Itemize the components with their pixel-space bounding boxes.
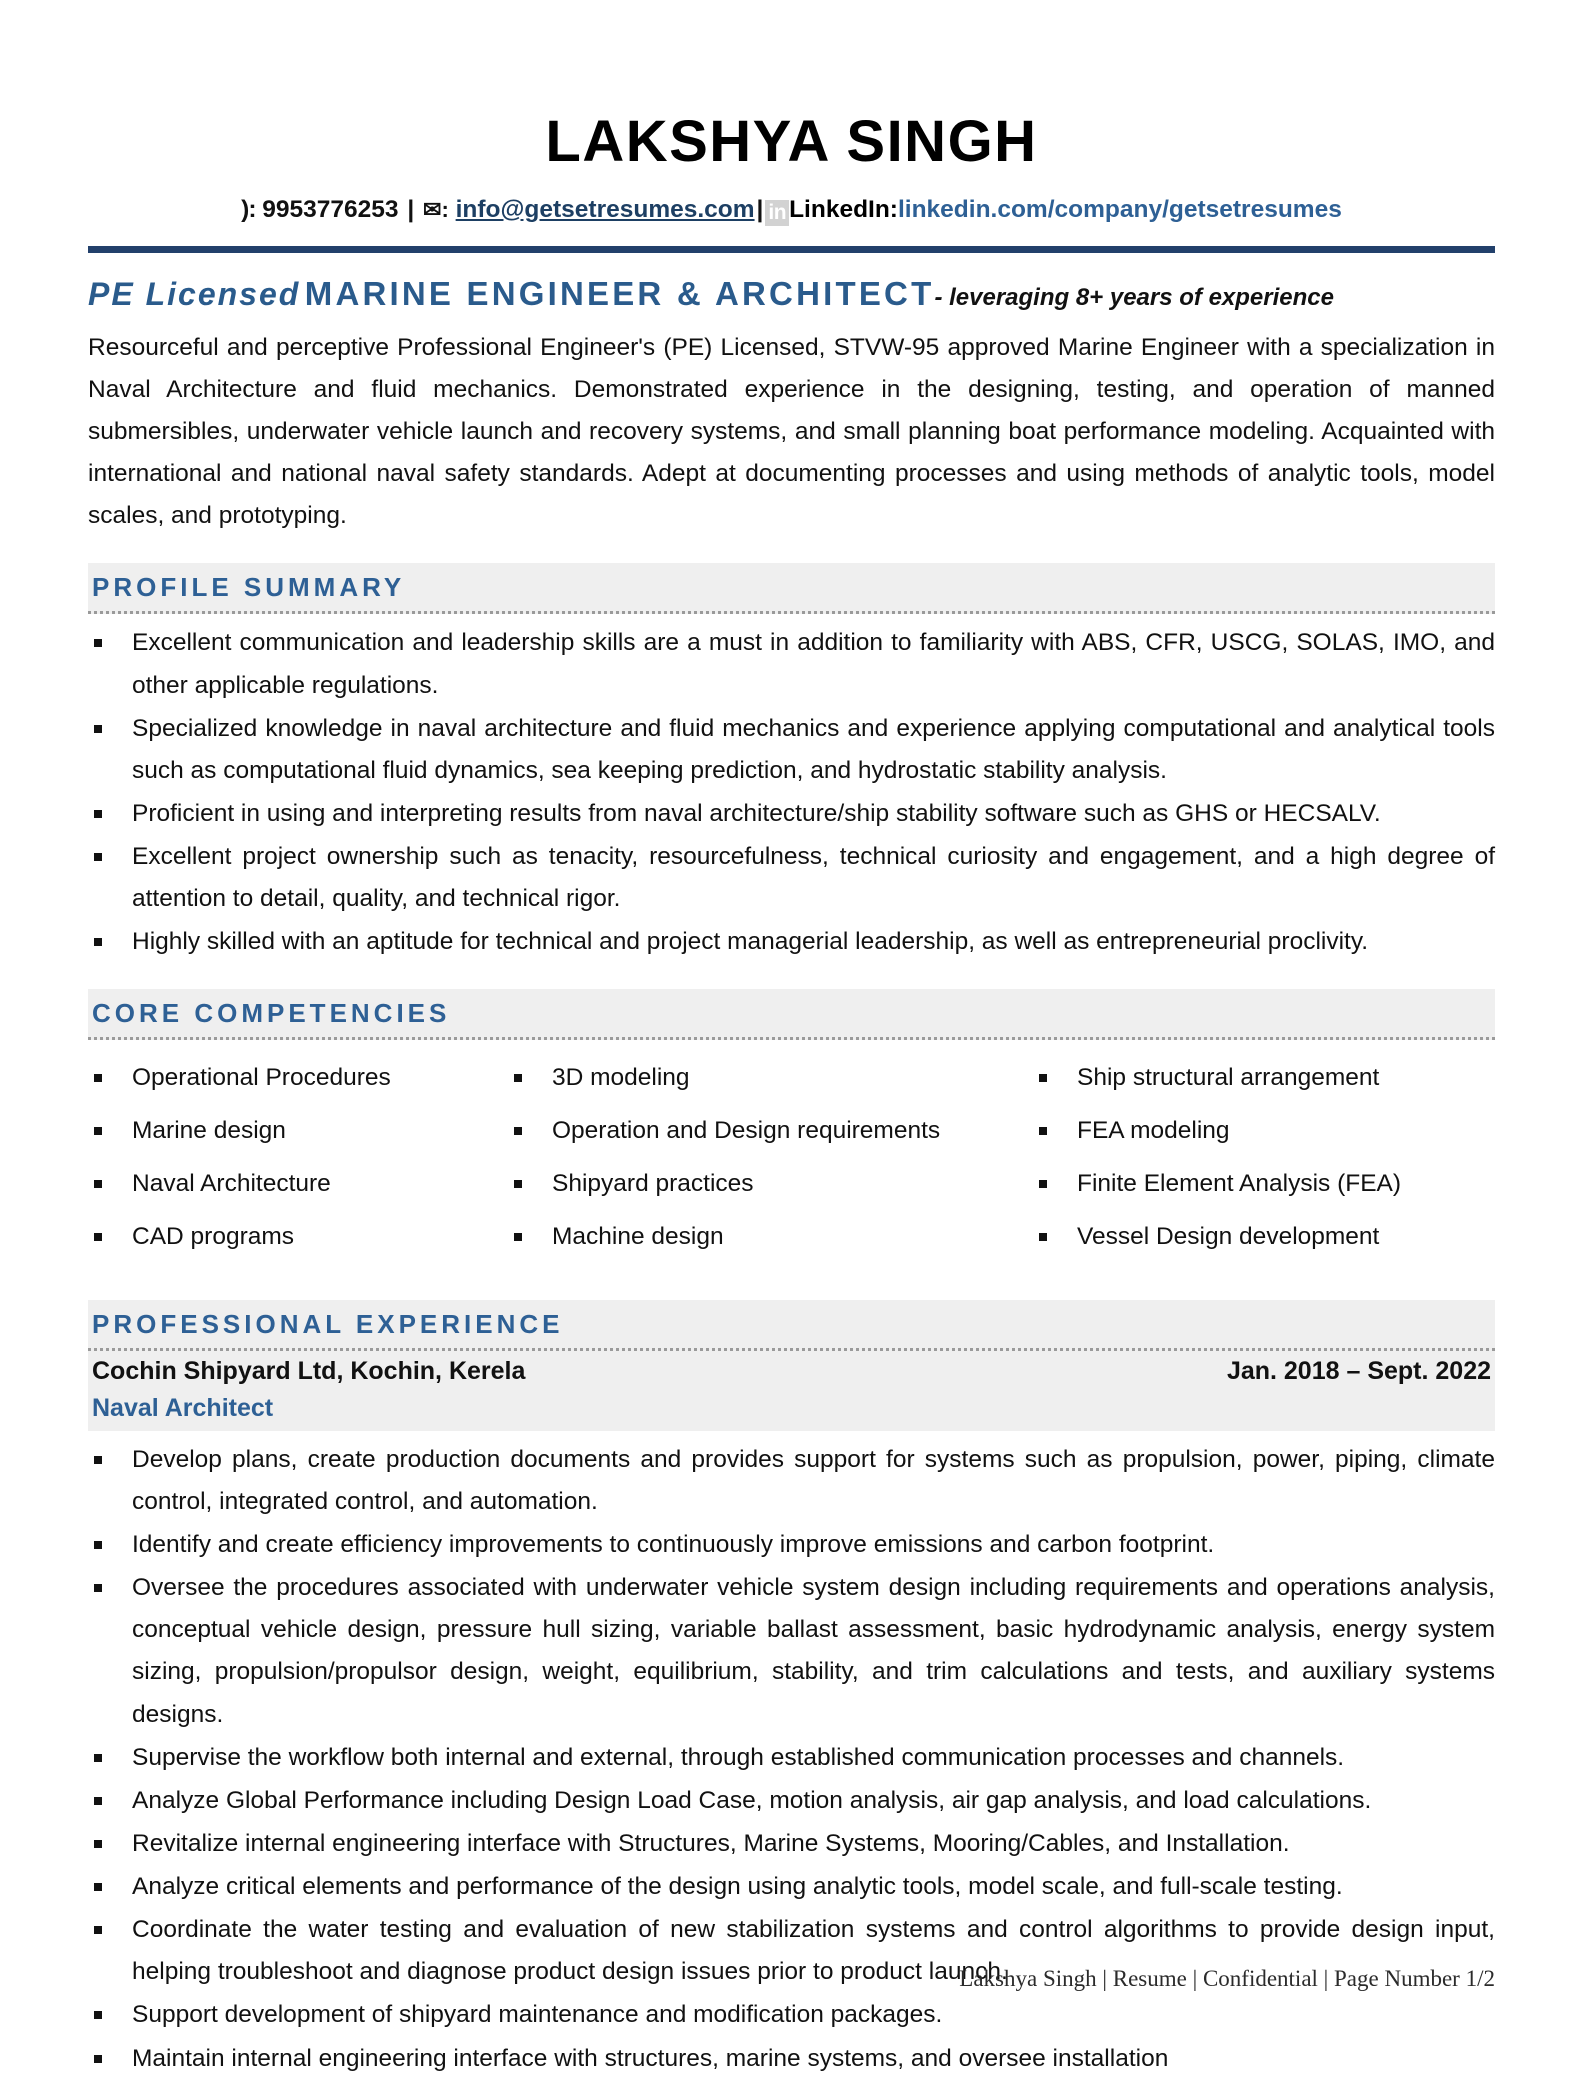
section-title-core-competencies: CORE COMPETENCIES — [92, 998, 451, 1029]
list-item: Revitalize internal engineering interface with Structures, Marine Systems, Mooring/Cables, and Installation. — [88, 1823, 1495, 1865]
core-competencies-grid — [88, 1062, 1495, 1273]
linkedin-link[interactable]: linkedin.com/company/getsetresumes — [897, 195, 1342, 223]
list-item: Vessel Design development — [1033, 1221, 1495, 1253]
list-item: CAD programs — [88, 1221, 508, 1253]
page-title: LAKSHYA SINGH — [545, 109, 1038, 174]
section-title-professional-experience: PROFESSIONAL EXPERIENCE — [92, 1308, 564, 1339]
phone-icon: ): — [241, 195, 256, 223]
professional-headline — [88, 275, 1495, 313]
list-item: FEA modeling — [1033, 1115, 1495, 1147]
contact-separator-2: | — [756, 195, 764, 223]
section-professional-experience — [88, 1300, 1495, 1351]
competency-column-1 — [88, 1062, 508, 1273]
list-item: Proficient in using and interpreting results from naval architecture/ship stability software such as GHS or HECSALV. — [88, 793, 1495, 835]
header-divider — [88, 246, 1495, 253]
resume-content — [88, 0, 1495, 2072]
section-core-competencies — [88, 989, 1495, 1040]
list-item: Marine design — [88, 1115, 508, 1147]
email-link[interactable]: info@getsetresumes.com — [455, 195, 755, 223]
section-profile-summary — [88, 563, 1495, 614]
job-company: Cochin Shipyard Ltd, Kochin, Kerela — [92, 1356, 526, 1385]
headline-prefix: PE Licensed — [88, 275, 301, 312]
list-item: Ship structural arrangement — [1033, 1062, 1495, 1094]
job-title: Naval Architect — [92, 1393, 274, 1422]
list-item: Machine design — [508, 1221, 1033, 1253]
list-item: Excellent project ownership such as tenacity, resourcefulness, technical curiosity and engagement, and a high degree of attention to detail, quality, and technical rigor. — [88, 836, 1495, 920]
list-item: Coordinate the water testing and evaluation of new stabilization systems and control algorithms to provide design input, helping troubleshoot and diagnose product design issues prior to product launch. — [88, 1909, 1495, 1993]
page-footer: Lakshya Singh | Resume | Confidential | Page Number 1/2 — [959, 1966, 1495, 1991]
list-item: Maintain internal engineering interface with structures, marine systems, and oversee installation — [88, 2038, 1495, 2080]
list-item: Specialized knowledge in naval architecture and fluid mechanics and experience applying computational and analytical tools such as computational fluid dynamics, sea keeping prediction, and hydrostatic stability analysis. — [88, 708, 1495, 792]
list-item: Analyze critical elements and performance of the design using analytic tools, model scale, and full-scale testing. — [88, 1866, 1495, 1908]
linkedin-icon: in — [765, 200, 789, 226]
list-item: Excellent communication and leadership skills are a must in addition to familiarity with ABS, CFR, USCG, SOLAS, IMO, and other applicable regulations. — [88, 622, 1495, 706]
list-item: Highly skilled with an aptitude for technical and project managerial leadership, as well as entrepreneurial proclivity. — [88, 921, 1495, 963]
headline-main: MARINE ENGINEER & ARCHITECT — [304, 274, 935, 312]
summary-paragraph: Resourceful and perceptive Professional Engineer's (PE) Licensed, STVW-95 approved Marine Engineer with a specialization in Naval Architecture and fluid mechanics. Demonstrated experience in the designing, testing, and operation of manned submersibles, underwater vehicle launch and recovery systems, and small planning boat performance modeling. Acquainted with international and national naval safety standards. Adept at documenting processes and using methods of analytic tools, model scales, and prototyping. — [88, 333, 1495, 530]
list-item: Operational Procedures — [88, 1062, 508, 1094]
list-item: Develop plans, create production documents and provides support for systems such as propulsion, power, piping, climate control, integrated control, and automation. — [88, 1439, 1495, 1523]
contact-separator-1: | — [407, 195, 415, 223]
list-item: Shipyard practices — [508, 1168, 1033, 1200]
list-item: Naval Architecture — [88, 1168, 508, 1200]
profile-summary-list — [88, 622, 1495, 963]
competency-column-2 — [508, 1062, 1033, 1273]
headline-tail: - leveraging 8+ years of experience — [934, 283, 1334, 311]
envelope-icon: ✉: — [423, 196, 449, 222]
linkedin-label: LinkedIn: — [789, 195, 898, 223]
competency-column-3 — [1033, 1062, 1495, 1273]
list-item: Finite Element Analysis (FEA) — [1033, 1168, 1495, 1200]
contact-line — [88, 195, 1495, 226]
list-item: Supervise the workflow both internal and external, through established communication processes and channels. — [88, 1737, 1495, 1779]
section-title-profile-summary: PROFILE SUMMARY — [92, 572, 406, 603]
list-item: Identify and create efficiency improvements to continuously improve emissions and carbon footprint. — [88, 1524, 1495, 1566]
list-item: Operation and Design requirements — [508, 1115, 1033, 1147]
job-entry-header — [88, 1351, 1495, 1431]
list-item: Oversee the procedures associated with underwater vehicle system design including requirements and operations analysis, conceptual vehicle design, pressure hull sizing, variable ballast assessment, basic hydrodynamic analysis, energy system sizing, propulsion/propulsor design, weight, equilibrium, stability, and trim calculations and tests, and auxiliary systems designs. — [88, 1567, 1495, 1736]
job-dates: Jan. 2018 – Sept. 2022 — [1226, 1356, 1491, 1385]
list-item: 3D modeling — [508, 1062, 1033, 1094]
phone-number: 9953776253 — [262, 195, 399, 223]
job-company-row — [92, 1357, 1491, 1386]
list-item: Analyze Global Performance including Design Load Case, motion analysis, air gap analysis, and load calculations. — [88, 1780, 1495, 1822]
list-item: Support development of shipyard maintenance and modification packages. — [88, 1994, 1495, 2036]
